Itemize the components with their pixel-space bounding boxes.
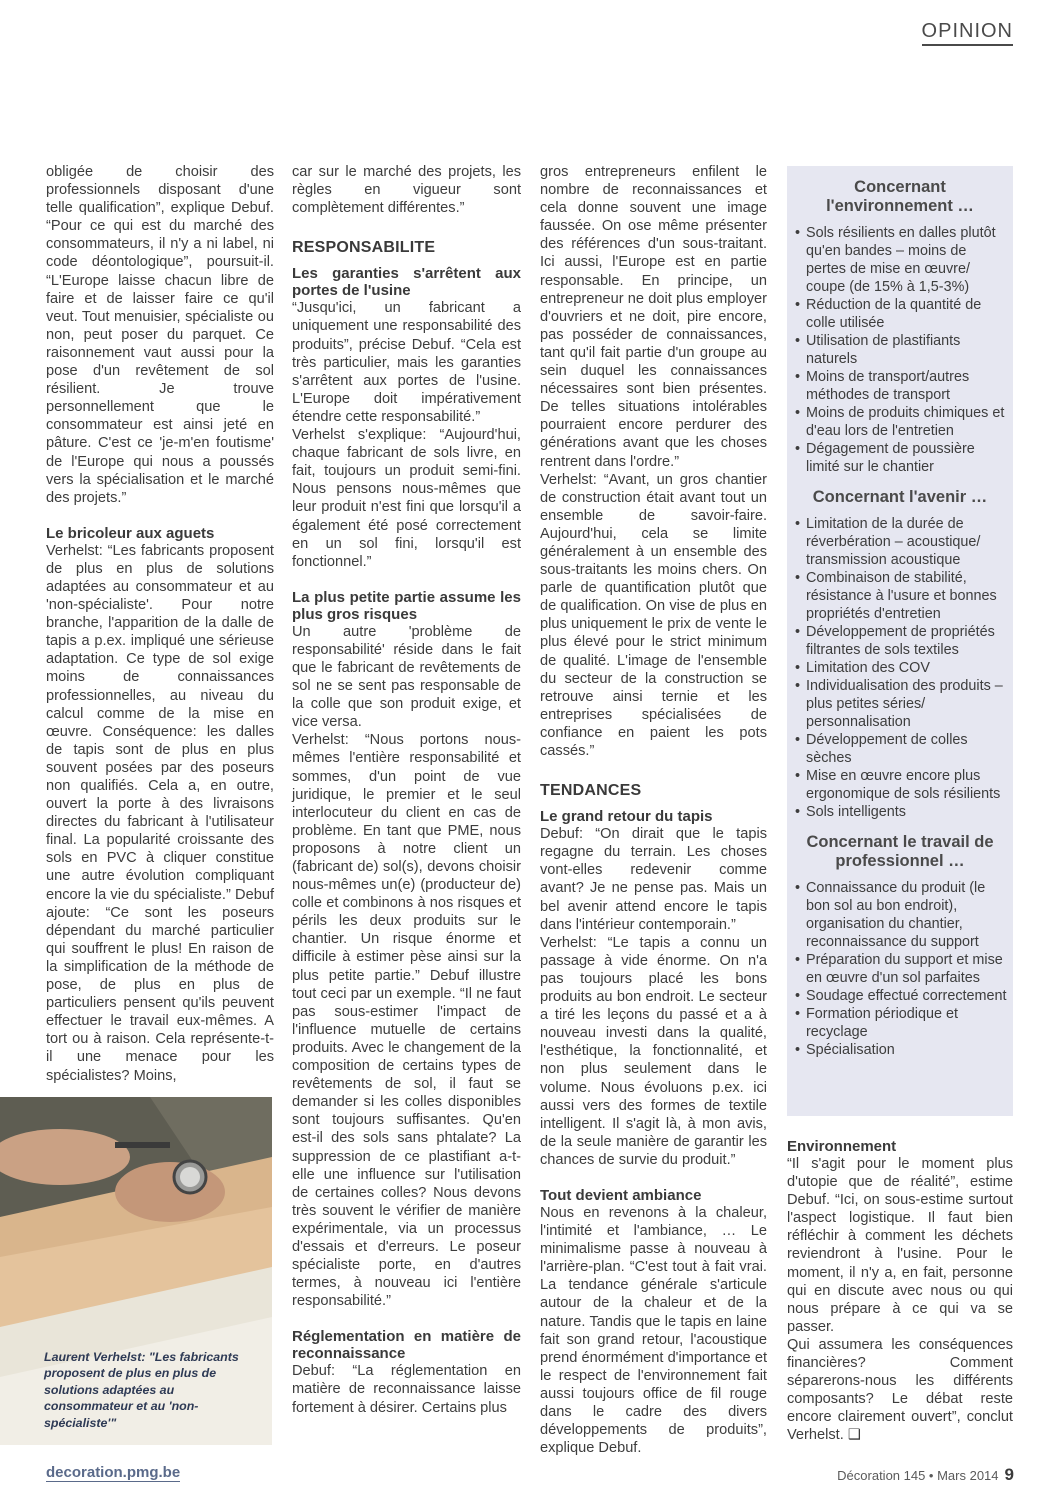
paragraph: “Il s'agit pour le moment plus d'utopie que de réalité”, estime Debuf. “Ici, on sous-estime surtout l'aspect logistique. Il faut bien réfléchir à comment les déchets reviendront à l'usine. Pour le moment, il n'y a, en fait, personne qui en discute avec nous ou qui nous prépare à ce qui va se passer. — [787, 1156, 1013, 1335]
sidebar-list-item: • Moins de transport/autres méthodes de transport — [795, 368, 1009, 404]
sidebar-list-item: • Limitation de la durée de réverbération – acoustique/ transmission acoustique — [795, 515, 1009, 569]
sidebar-list — [787, 879, 1013, 1059]
sidebar-list-item: • Formation périodique et recyclage — [795, 1005, 1009, 1041]
sidebar-list-item: • Développement de propriétés filtrantes de sols textiles — [795, 623, 1009, 659]
subheading: Environnement — [787, 1138, 897, 1155]
subheading: Le grand retour du tapis — [540, 808, 713, 826]
paragraph: Nous en revenons à la chaleur, l'intimité et l'ambiance, … Le minimalisme passe à nouveau à l'arrière-plan. “C'est tout à fait vrai. La tendance générale s'articule autour de la chaleur et de la nature. Tandis que le tapis en laine fait son grand retour, l'acoustique prend énormément d'importance et le respect de l'environnement fait aussi toujours office de fil rouge dans le cadre des divers développements de produits”, explique Debuf. — [540, 1204, 767, 1457]
paragraph: Verhelst: “Avant, un gros chantier de construction était avant tout un ensemble de savoir-faire. Aujourd'hui, cela se limite généralement à un ensemble des sous-traitants les moins chers. On parle de quantification plutôt que de qualification. On vise de plus en plus uniquement le prix de vente le plus élevé pour le strict minimum de qualité. L'image de l'ensemble du secteur de la construction se retrouve ainsi ternie et les entreprises spécialisées de confiance en paient les pots cassés.” — [540, 471, 767, 759]
sidebar-list-item: • Individualisation des produits – plus petites séries/ personnalisation — [795, 677, 1009, 731]
paragraph: “Jusqu'ici, un fabricant a uniquement une responsabilité des produits”, précise Debuf. “Cela est très particulier, mais les garanties s'arrêtent aux portes de l'usine. L'Europe doit impérativement étendre cette responsabilité.” — [292, 300, 521, 425]
page-number: 9 — [1004, 1465, 1014, 1484]
paragraph: gros entrepreneurs enfilent le nombre de reconnaissances et cela donne souvent une image faussée. On ose même présenter des références d'un sous-traitant. Ici aussi, l'Europe est en partie responsable. En principe, un entrepreneur ne doit plus employer d'ouvriers et ne doit, pire encore, pas posséder de connaissances, tant qu'il fait partie d'un groupe au sein duquel les connaissances nécessaires sont bien présentes. De telles situations intolérables pourraient encore perdurer des générations avant que les choses rentrent dans l'ordre.” — [540, 164, 767, 470]
sidebar-list-item: • Dégagement de poussière limité sur le chantier — [795, 440, 1009, 476]
section-heading: RESPONSABILITE — [292, 239, 436, 257]
subheading: Les garanties s'arrêtent aux portes de l'usine — [292, 265, 521, 300]
paragraph: Qui assumera les conséquences financières? Comment séparerons-nous les différents composants? Le débat reste encore clairement ouvert”, conclut Verhelst. ❑ — [787, 1336, 1013, 1444]
paragraph: Debuf: “On dirait que le tapis regagne du terrain. Les choses vont-elles redevenir comme avant? Je ne pense pas. Mais un bel avenir attend encore le tapis dans l'intérieur contemporain.” — [540, 826, 767, 933]
subheading: Tout devient ambiance — [540, 1186, 702, 1204]
section-heading: TENDANCES — [540, 782, 642, 800]
sidebar-heading: Concernant l'environnement … — [826, 178, 974, 215]
sidebar-list-item: • Combinaison de stabilité, résistance à l'usure et bonnes propriétés d'entretien — [795, 569, 1009, 623]
subheading: La plus petite partie assume les plus gros risques — [292, 588, 521, 623]
sidebar-list-item: • Mise en œuvre encore plus ergonomique de sols résilients — [795, 767, 1009, 803]
sidebar-list — [787, 224, 1013, 476]
sidebar-box — [787, 166, 1013, 1116]
paragraph: Verhelst: “Le tapis a connu un passage à vide énorme. On n'a pas toujours placé les bons produits au bon endroit. Le secteur a tiré les leçons du passé et a à nouveau investi dans la qualité, l'esthétique, la fonctionnalité, et non plus seulement dans le volume. Nous évoluons p.ex. ici aussi vers des formes de textile intelligent. Il s'agit là, à mon avis, de la seule manière de garantir les chances de survie du produit.” — [540, 934, 767, 1168]
photo-caption: Laurent Verhelst: "Les fabricants proposent de plus en plus de solutions adaptées au consommateur et au 'non-spécialiste'" — [44, 1350, 239, 1430]
subheading: Réglementation en matière de reconnaissance — [292, 1328, 521, 1363]
paragraph: Verhelst: “Les fabricants proposent de plus en plus de solutions adaptées au consommateur et au 'non-spécialiste'. Pour notre branche, l'apparition de la dalle de tapis a p.ex. impliqué une sérieuse adaptation. Ce type de sol exige moins de connaissances professionnelles, au niveau du calcul comme de la mise en œuvre. Conséquence: les dalles de tapis sont de plus en plus souvent posées par des poseurs non qualifiés. Cela a, en outre, ouvert la porte à des livraisons directes du fabricant à l'utilisateur final. La popularité croissante des sols en PVC à cliquer constitue une autre évolution compliquant encore la vie du spécialiste.” Debuf ajoute: “Ce sont les poseurs dépendant du marché particulier qui souffrent le plus! En raison de la simplification de la méthode de pose, de plus en plus de particuliers pensent qu'ils peuvent effectuer le travail eux-mêmes. A tort ou à raison. Cela représente-t-il une menace pour les spécialistes? Moins, — [46, 542, 274, 1084]
paragraph: Un autre 'problème de responsabilité' réside dans le fait que le fabricant de revêtements de sol ne se sent pas responsable de la colle que son produit exige, et vice versa. — [292, 623, 521, 731]
sidebar-heading: Concernant l'avenir … — [812, 488, 988, 506]
article-column-2 — [292, 163, 521, 1417]
article-column-4 — [787, 1138, 1013, 1445]
article-column-1 — [46, 163, 274, 1085]
sidebar-list-item: • Limitation des COV — [795, 659, 1009, 677]
sidebar-list — [787, 515, 1013, 821]
footer-info — [837, 1465, 1014, 1485]
paragraph: Verhelst: “Nous portons nous-mêmes l'entière responsabilité et sommes, d'un point de vue juridique, le premier et le seul interlocuteur du client en cas de problème. En tant que PME, nous proposons à notre client un (fabricant de) sol(s), devons choisir nous-mêmes un(e) (producteur de) colle et combinons à nos risques et périls les deux produits sur le chantier. Un risque énorme et difficile à estimer pèse ainsi sur la plus petite partie.” Debuf illustre tout ceci par un exemple. “Il ne faut pas sous-estimer l'impact de l'influence mutuelle de certains produits. Avec le changement de la composition de certains types de revêtements de sol, il faut se demander si les colles disponibles sont toujours suffisantes. Qu'en est-il des sols sans phtalate? La suppression de ce plastifiant a-t-elle une influence sur l'utilisation de certaines colles? Nous devons très souvent le vérifier de manière expérimentale, via un processus d'essais et d'erreurs. Le poseur spécialiste porte, en d'autres termes, à nouveau ici l'entière responsabilité.” — [292, 732, 521, 1310]
sidebar-list-item: • Utilisation de plastifiants naturels — [795, 332, 1009, 368]
paragraph: obligée de choisir des professionnels disposant d'une telle qualification”, explique Debuf. “Pour ce qui est du marché des consommateurs, il n'y a ni label, ni code déontologique”, poursuit-il. “L'Europe laisse chacun libre de faire et de laisser faire ce qu'il veut. Tout menuisier, spécialiste ou non, peut poser du parquet. Ce raisonnement vaut aussi pour la pose d'un revêtement de sol résilient. Je trouve personnellement que le consommateur est ainsi jeté en pâture. C'est ce 'je-m'en foutisme' de l'Europe qui nous a poussés vers la spécialisation et le marché des projets.” — [46, 164, 274, 506]
paragraph: car sur le marché des projets, les règles en vigueur sont complètement différentes.” — [292, 164, 521, 217]
sidebar-list-item: • Réduction de la quantité de colle utilisée — [795, 296, 1009, 332]
sidebar-list-item: • Connaissance du produit (le bon sol au bon endroit), organisation du chantier, reconnaissance du support — [795, 879, 1009, 951]
subheading: Le bricoleur aux aguets — [46, 524, 215, 542]
sidebar-list-item: • Préparation du support et mise en œuvre d'un sol parfaites — [795, 951, 1009, 987]
sidebar-list-item: • Spécialisation — [795, 1041, 1009, 1059]
sidebar-list-item: • Soudage effectué correctement — [795, 987, 1009, 1005]
sidebar-list-item: • Sols résilients en dalles plutôt qu'en bandes – moins de pertes de mise en œuvre/ coupe (de 15% à 1,5-3%) — [795, 224, 1009, 296]
article-column-3 — [540, 163, 767, 1457]
section-label: OPINION — [922, 20, 1013, 46]
sidebar-heading: Concernant le travail de professionnel … — [806, 833, 994, 870]
paragraph: Verhelst s'explique: “Aujourd'hui, chaque fabricant de sols livre, en fait, toujours un produit semi-fini. Nous pensons nous-mêmes que leur produit n'est fini que lorsqu'il a également été posé correctement en un sol fini, lorsqu'il est fonctionnel.” — [292, 427, 521, 570]
issue-info: Décoration 145 • Mars 2014 — [837, 1468, 999, 1483]
paragraph: Debuf: “La réglementation en matière de reconnaissance laisse fortement à désirer. Certains plus — [292, 1363, 521, 1416]
website-link[interactable]: decoration.pmg.be — [46, 1464, 181, 1481]
sidebar-list-item: • Moins de produits chimiques et d'eau lors de l'entretien — [795, 404, 1009, 440]
sidebar-list-item: • Développement de colles sèches — [795, 731, 1009, 767]
sidebar-list-item: • Sols intelligents — [795, 803, 1009, 821]
